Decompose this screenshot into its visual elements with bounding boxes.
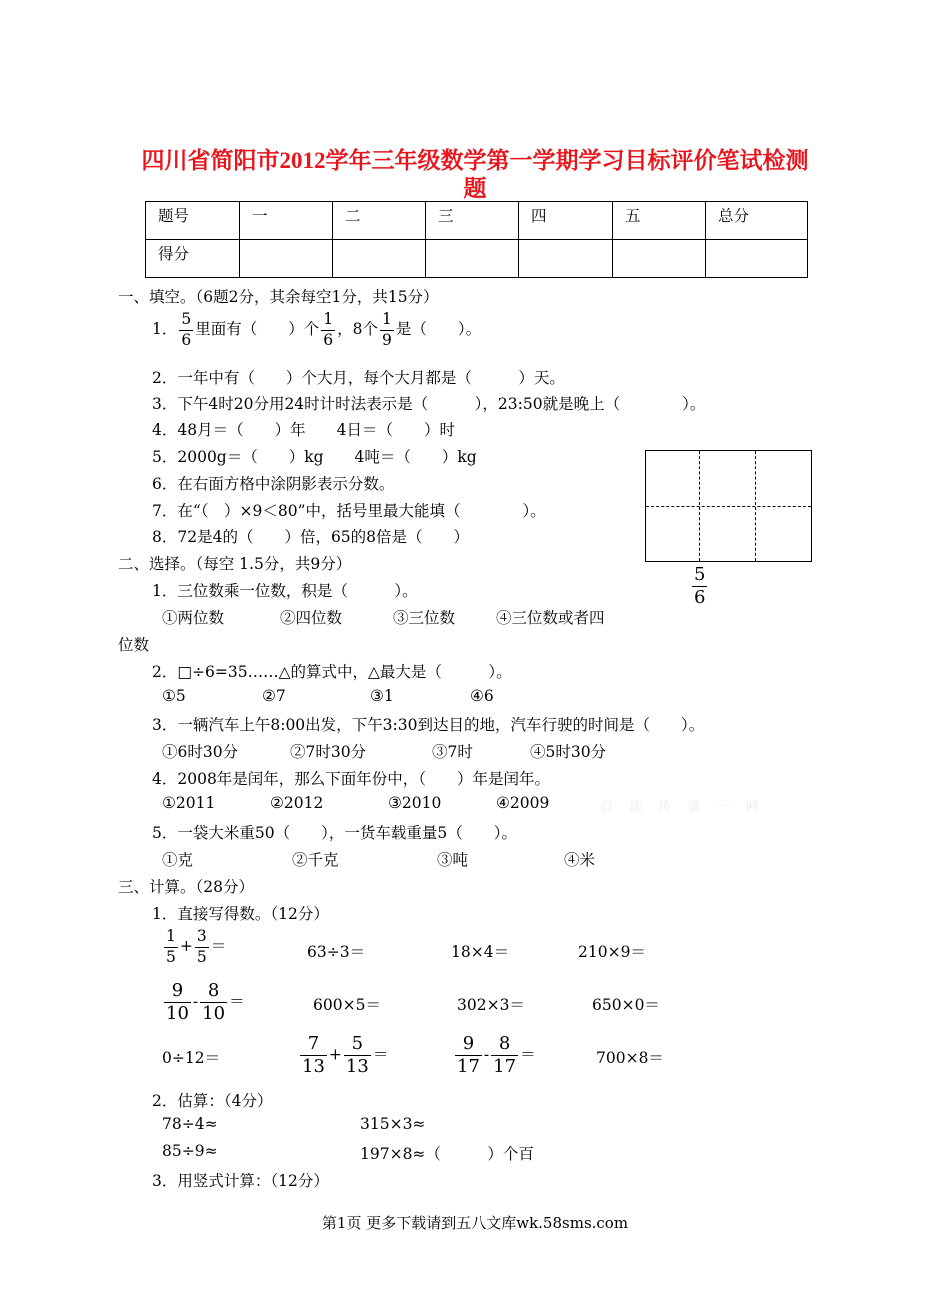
equals: ＝ [229, 992, 245, 1011]
fraction [380, 312, 394, 348]
denominator: 6 [323, 330, 334, 349]
operator: + [328, 1045, 342, 1064]
page-footer: 第1页 更多下载请到五八文库wk.58sms.com [321, 1214, 629, 1232]
s2-q4-option[interactable]: ②2012 [270, 794, 324, 812]
watermark-text: 自 读 传 第 一 网 [600, 800, 765, 815]
score-cell[interactable] [426, 240, 519, 278]
fraction [491, 1035, 518, 1076]
s2-q5-option[interactable]: ③吨 [437, 851, 469, 869]
score-table-header-row [146, 202, 808, 240]
fraction-shading-grid[interactable] [645, 450, 812, 562]
score-table [145, 201, 808, 278]
fraction [179, 312, 193, 348]
q1-text-2: ，8个 [337, 320, 379, 338]
numerator: 5 [694, 564, 706, 585]
fraction [164, 929, 178, 965]
equals: ＝ [520, 1045, 536, 1064]
denominator: 10 [202, 1003, 226, 1024]
denominator: 6 [181, 330, 192, 349]
numerator: 1 [323, 310, 334, 328]
numerator: 8 [207, 980, 220, 1001]
s1-question-4: 4．48月＝（ ）年 4日＝（ ）时 [152, 421, 455, 439]
q1-text-1: 里面有（ ）个 [195, 320, 320, 338]
fraction [195, 929, 209, 965]
s2-q1-option[interactable]: ①两位数 [162, 609, 225, 627]
s1-question-5: 5．2000g＝（ ）kg 4吨＝（ ）kg [152, 448, 477, 466]
header-cell: 三 [426, 202, 519, 240]
calc-item: 302×3＝ [457, 996, 525, 1014]
denominator: 17 [493, 1056, 517, 1077]
section1-heading: 一、填空。（6题2分，其余每空1分，共15分） [118, 288, 439, 306]
header-cell: 四 [519, 202, 613, 240]
s2-q2-option[interactable]: ③1 [370, 687, 394, 705]
numerator: 8 [498, 1033, 511, 1054]
estimate-item: 315×3≈ [360, 1115, 426, 1133]
numerator: 9 [171, 980, 184, 1001]
grid-divider [646, 506, 811, 507]
page-title-line1: 四川省简阳市2012学年三年级数学第一学期学习目标评价笔试检测 [141, 148, 809, 173]
s2-q5-option[interactable]: ①克 [162, 851, 194, 869]
numerator: 3 [196, 927, 207, 945]
denominator: 6 [694, 587, 706, 608]
fraction [200, 982, 227, 1023]
header-cell: 总分 [706, 202, 808, 240]
equals: ＝ [210, 937, 227, 955]
row-label: 得分 [146, 240, 240, 278]
s2-q2-option[interactable]: ④6 [470, 687, 494, 705]
s2-q3-option[interactable]: ①6时30分 [162, 743, 239, 761]
s1-question-1 [152, 312, 481, 348]
numerator: 7 [307, 1033, 320, 1054]
s2-question-4: 4．2008年是闰年，那么下面年份中，（ ）年是闰年。 [152, 770, 551, 788]
fraction [300, 1035, 327, 1076]
operator: + [179, 937, 193, 955]
s3-subheading-2: 2．估算：（4分） [152, 1092, 273, 1110]
q1-number: 1． [152, 320, 178, 338]
s1-question-8: 8．72是4的（ ）倍，65的8倍是（ ） [152, 528, 470, 546]
section2-heading: 二、选择。（每空 1.5分，共9分） [118, 555, 352, 573]
section3-heading: 三、计算。（28分） [118, 878, 254, 896]
fraction [455, 1035, 482, 1076]
s2-question-3: 3．一辆汽车上午8:00出发，下午3:30到达目的地，汽车行驶的时间是（ ）。 [152, 716, 705, 734]
score-cell[interactable] [613, 240, 706, 278]
s2-q1-option[interactable]: ④三位数或者四 [496, 609, 605, 627]
s1-question-3: 3．下午4时20分用24时计时法表示是（ ），23:50就是晚上（ ）。 [152, 395, 706, 413]
score-cell[interactable] [333, 240, 426, 278]
calc-item [162, 929, 226, 965]
header-cell: 二 [333, 202, 426, 240]
s1-question-6: 6．在右面方格中涂阴影表示分数。 [152, 475, 395, 493]
estimate-item: 197×8≈（ ）个百 [360, 1145, 534, 1163]
s3-subheading-3: 3．用竖式计算：（12分） [152, 1172, 329, 1190]
operator: - [483, 1045, 490, 1064]
grid-fraction-label [690, 566, 709, 607]
score-table-score-row [146, 240, 808, 278]
page-title-line2: 题 [463, 176, 487, 201]
s2-q2-option[interactable]: ②7 [262, 687, 286, 705]
s3-subheading-1: 1．直接写得数。（12分） [152, 905, 329, 923]
estimate-item: 85÷9≈ [162, 1142, 218, 1160]
numerator: 5 [351, 1033, 364, 1054]
s2-q1-option[interactable]: ②四位数 [280, 609, 343, 627]
s2-q2-option[interactable]: ①5 [162, 687, 186, 705]
calc-item [162, 982, 245, 1023]
s2-question-2: 2．□÷6=35……△的算式中，△最大是（ ）。 [152, 663, 512, 681]
calc-item: 600×5＝ [313, 996, 381, 1014]
s1-question-7: 7．在“（ ）×9＜80”中，括号里最大能填（ ）。 [152, 502, 546, 520]
s2-question-1: 1．三位数乘一位数，积是（ ）。 [152, 582, 418, 600]
s2-q1-option-wrap: 位数 [118, 636, 150, 654]
calc-item [453, 1035, 536, 1076]
s2-q5-option[interactable]: ④米 [564, 851, 596, 869]
s2-question-5: 5．一袋大米重50（ ），一货车载重量5（ ）。 [152, 824, 517, 842]
numerator: 5 [181, 310, 192, 328]
fraction [164, 982, 191, 1023]
fraction [692, 566, 707, 607]
header-cell: 一 [240, 202, 333, 240]
denominator: 5 [166, 947, 176, 966]
calc-item: 0÷12＝ [162, 1049, 221, 1067]
fraction [321, 312, 335, 348]
calc-item: 210×9＝ [578, 943, 646, 961]
calc-item [298, 1035, 388, 1076]
equals: ＝ [372, 1045, 389, 1064]
numerator: 9 [462, 1033, 475, 1054]
numerator: 1 [166, 927, 176, 945]
s1-question-2: 2．一年中有（ ）个大月，每个大月都是（ ）天。 [152, 369, 565, 387]
operator: - [192, 992, 199, 1011]
header-cell: 题号 [146, 202, 240, 240]
calc-item: 18×4＝ [451, 943, 510, 961]
denominator: 5 [196, 947, 207, 966]
s2-q5-option[interactable]: ②千克 [292, 851, 339, 869]
calc-item: 650×0＝ [592, 996, 660, 1014]
calc-item: 63÷3＝ [307, 943, 366, 961]
q1-text-3: 是（ ）。 [395, 320, 482, 338]
s2-q3-option[interactable]: ②7时30分 [290, 743, 367, 761]
estimate-item: 78÷4≈ [162, 1115, 218, 1133]
fraction [344, 1035, 371, 1076]
s2-q4-option[interactable]: ①2011 [162, 794, 216, 812]
s2-q3-option[interactable]: ③7时 [432, 743, 473, 761]
s2-q1-option[interactable]: ③三位数 [393, 609, 456, 627]
s2-q3-option[interactable]: ④5时30分 [530, 743, 607, 761]
s2-q4-option[interactable]: ④2009 [496, 794, 550, 812]
denominator: 17 [457, 1056, 480, 1077]
denominator: 13 [345, 1056, 369, 1077]
denominator: 13 [302, 1056, 325, 1077]
score-cell[interactable] [240, 240, 333, 278]
calc-item: 700×8＝ [596, 1049, 664, 1067]
denominator: 9 [382, 330, 392, 349]
numerator: 1 [382, 310, 392, 328]
score-cell[interactable] [519, 240, 613, 278]
s2-q4-option[interactable]: ③2010 [388, 794, 442, 812]
denominator: 10 [166, 1003, 189, 1024]
header-cell: 五 [613, 202, 706, 240]
score-cell[interactable] [706, 240, 808, 278]
